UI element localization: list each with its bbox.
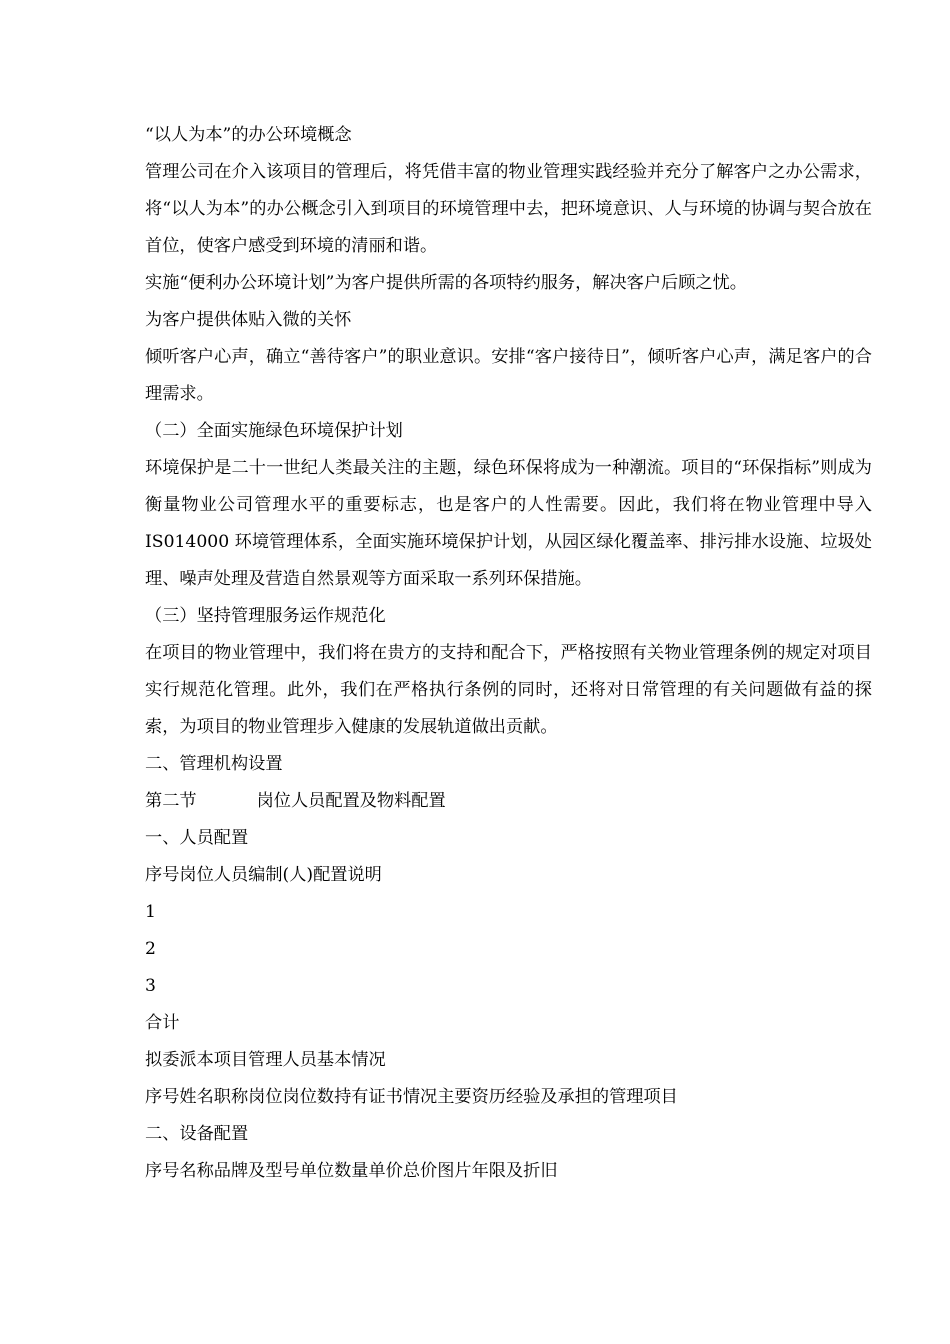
heading-managers-info: 拟委派本项目管理人员基本情况: [145, 1050, 386, 1070]
paragraph-standardized-management: 在项目的物业管理中，我们将在贵方的支持和配合下，严格按照有关物业管理条例的规定对项目实行规范化管理。此外，我们在严格执行条例的同时，还将对日常管理的有关问题做有益的探索，为项目的物业管理步入健康的发展轨道做出贡献。: [145, 643, 872, 737]
staff-table-row: 3: [145, 976, 156, 996]
heading-organization-setup: 二、管理机构设置: [145, 754, 283, 774]
heading-equipment-allocation: 二、设备配置: [145, 1124, 249, 1144]
staff-table-row: 2: [145, 939, 156, 959]
heading-customer-care: 为客户提供体贴入微的关怀: [145, 310, 352, 330]
heading-green-environment-plan: （二）全面实施绿色环境保护计划: [145, 421, 403, 441]
equipment-table-header: 序号名称品牌及型号单位数量单价总价图片年限及折旧: [145, 1161, 558, 1181]
section-number: 第二节: [145, 791, 197, 811]
paragraph-listen-to-customers: 倾听客户心声，确立“善待客户”的职业意识。安排“客户接待日”，倾听客户心声，满足客户的合理需求。: [145, 347, 872, 404]
paragraph-intro: 管理公司在介入该项目的管理后，将凭借丰富的物业管理实践经验并充分了解客户之办公需求，将“以人为本”的办公概念引入到项目的环境管理中去，把环境意识、人与环境的协调与契合放在首位，使客户感受到环境的清丽和谐。: [145, 162, 872, 256]
managers-table-header: 序号姓名职称岗位岗位数持有证书情况主要资历经验及承担的管理项目: [145, 1087, 678, 1107]
section-title: 岗位人员配置及物料配置: [256, 791, 446, 811]
staff-table-row: 1: [145, 902, 156, 922]
heading-standardized-management: （三）坚持管理服务运作规范化: [145, 606, 386, 626]
section-heading: [145, 783, 872, 820]
heading-staff-allocation: 一、人员配置: [145, 828, 249, 848]
paragraph-green-environment: 环境保护是二十一世纪人类最关注的主题，绿色环保将成为一种潮流。项目的“环保指标”则成为衡量物业公司管理水平的重要标志，也是客户的人性需要。因此，我们将在物业管理中导入 IS014000 环境管理体系，全面实施环境保护计划，从园区绿化覆盖率、排污排水设施、垃圾处理、噪声处理及营造自然景观等方面采取一系列环保措施。: [145, 458, 872, 589]
staff-table-header: 序号岗位人员编制(人)配置说明: [145, 865, 382, 885]
heading-people-oriented-office: “以人为本”的办公环境概念: [145, 125, 352, 145]
staff-table-total: 合计: [145, 1013, 180, 1033]
paragraph-convenience-plan: 实施“便利办公环境计划”为客户提供所需的各项特约服务，解决客户后顾之忧。: [145, 273, 747, 293]
document-body: [145, 117, 872, 1190]
